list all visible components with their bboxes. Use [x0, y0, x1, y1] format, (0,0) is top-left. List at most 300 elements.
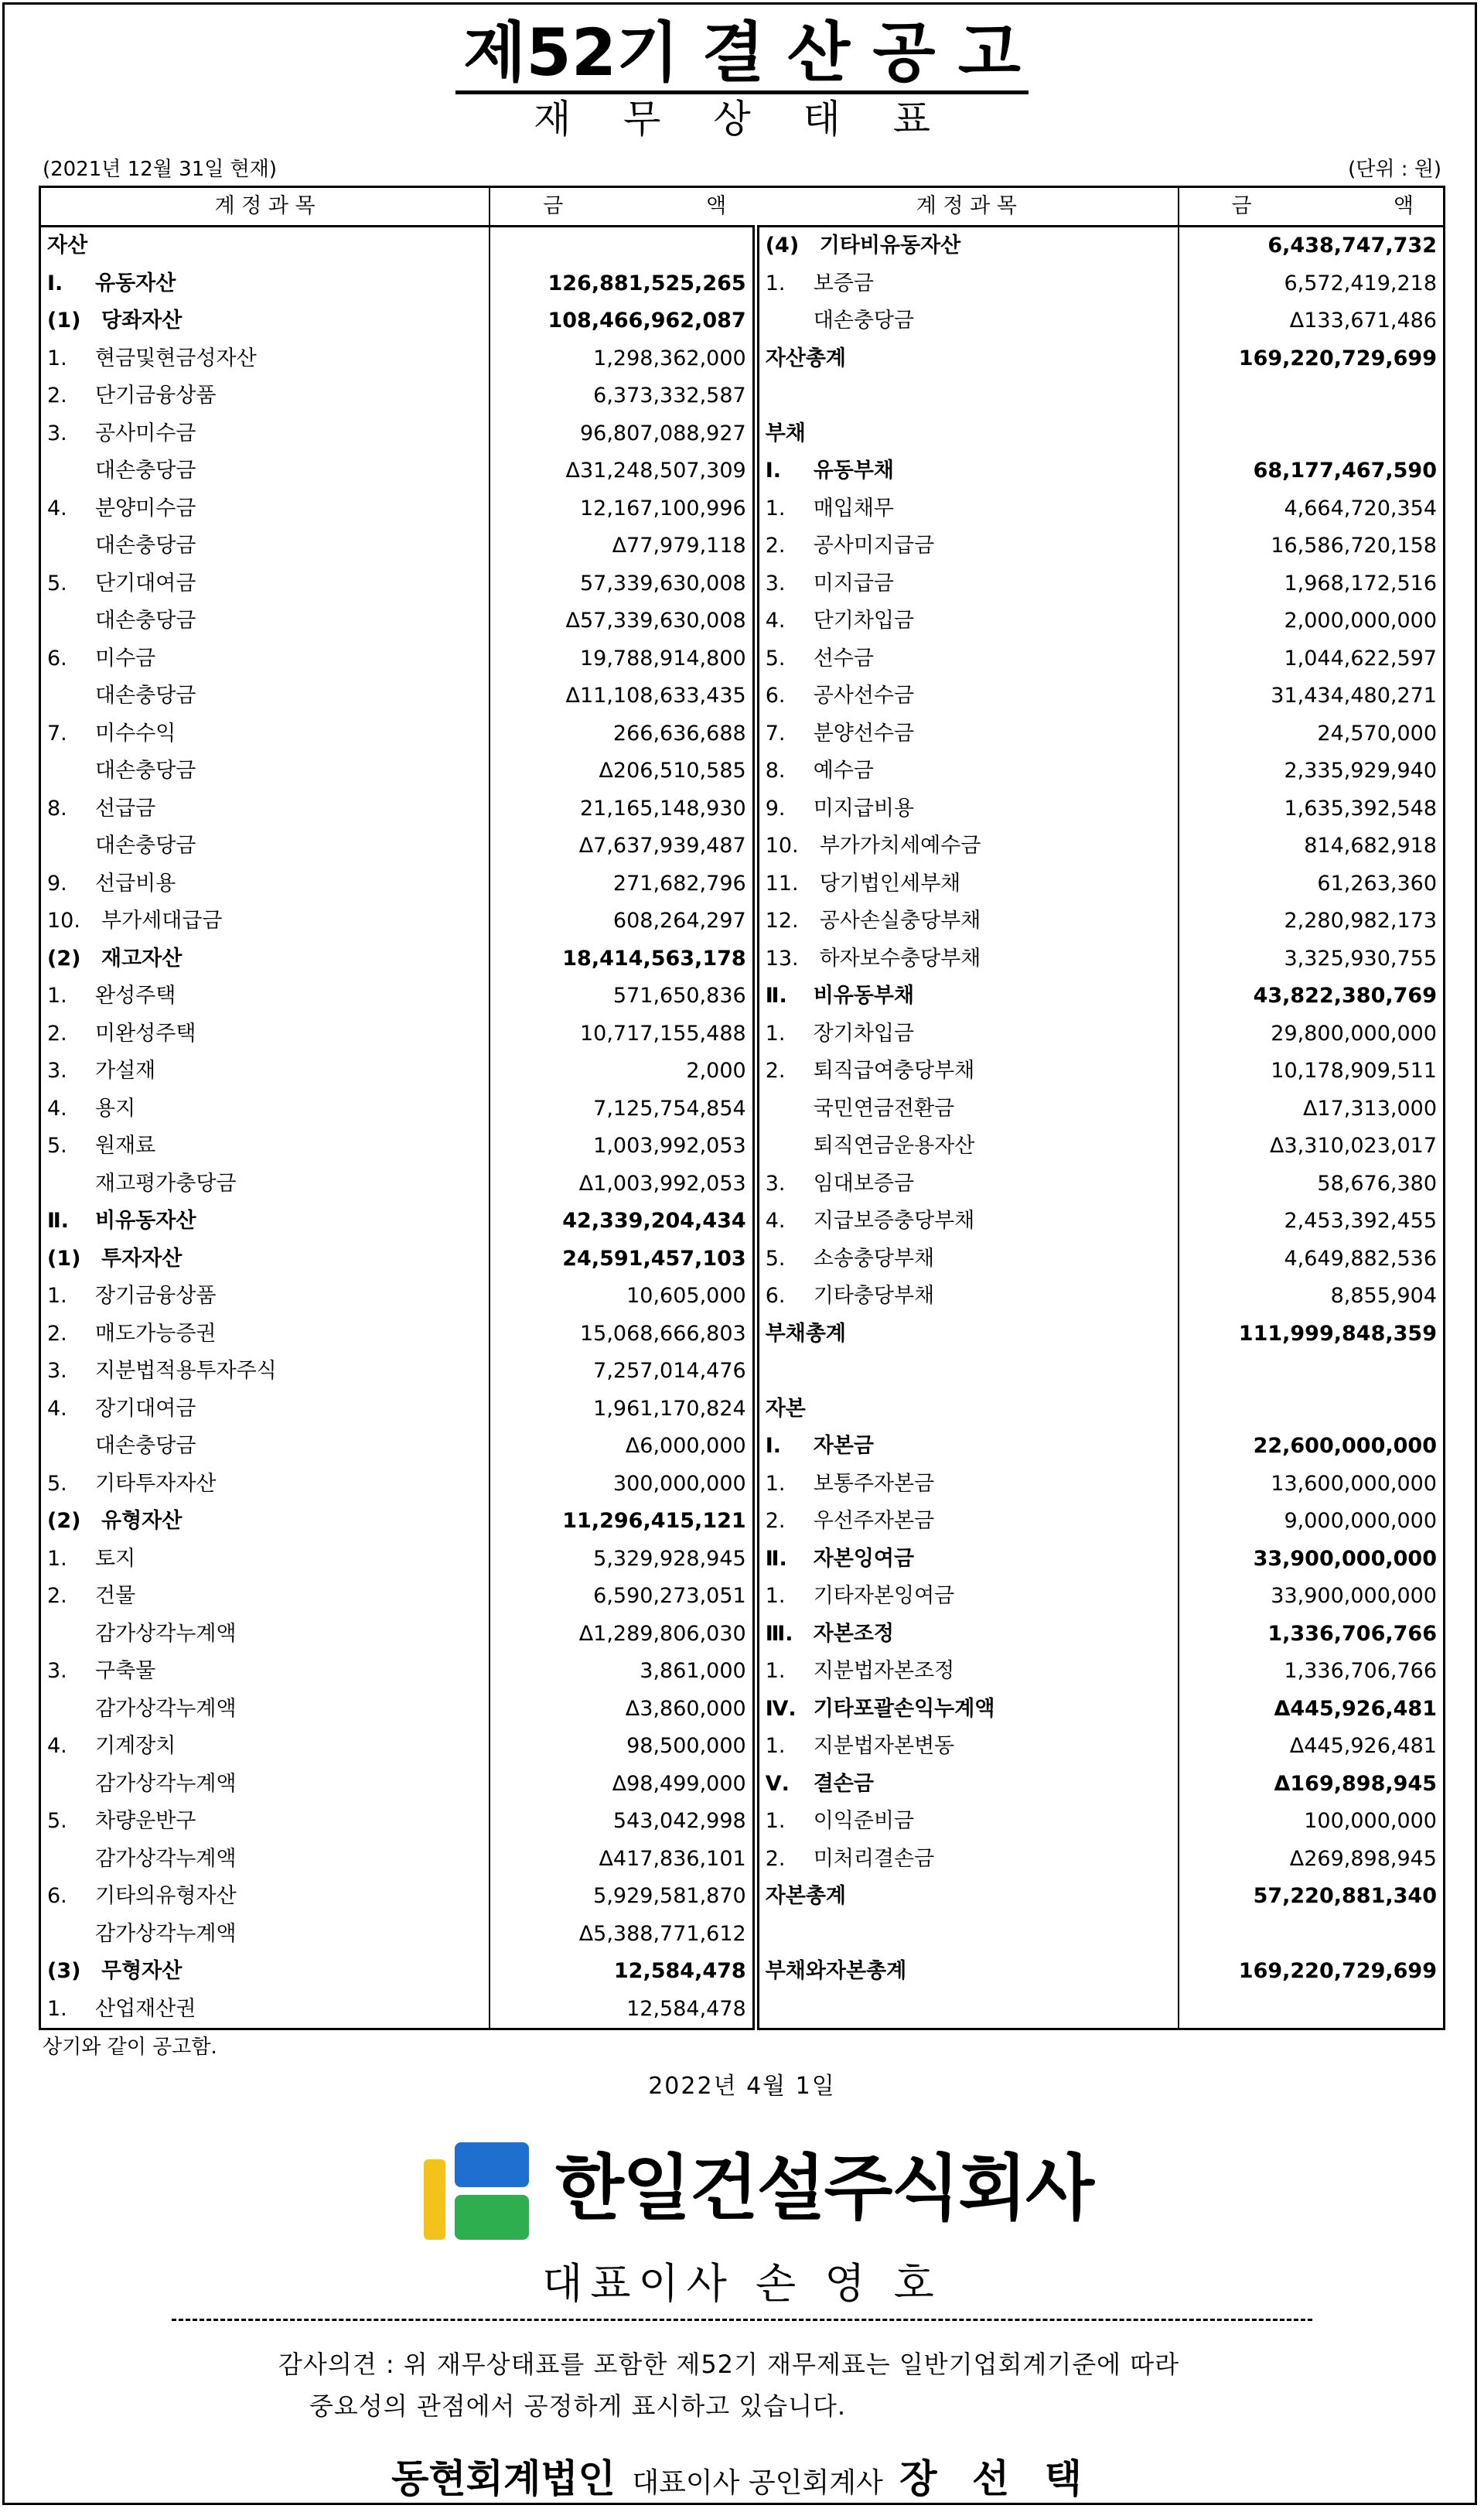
- right-account-name: [756, 1203, 1178, 1241]
- left-amount: 18,414,563,178: [490, 940, 756, 978]
- auditor-signature: [0, 2448, 1484, 2503]
- right-account-prefix: 11.: [765, 871, 799, 896]
- left-account-name: [40, 565, 490, 603]
- right-account-prefix: 9.: [765, 796, 786, 821]
- left-amount: 12,167,100,996: [490, 490, 756, 528]
- left-amount: 3,861,000: [490, 1653, 756, 1691]
- left-amount: 271,682,796: [490, 865, 756, 903]
- left-account-prefix: 3.: [47, 1059, 67, 1084]
- left-account-label: 단기대여금: [95, 571, 196, 596]
- right-account-name: [756, 1053, 1178, 1090]
- right-account-label: 지급보증충당부채: [813, 1209, 975, 1234]
- right-amount: 8,855,904: [1330, 1284, 1437, 1309]
- table-row: [40, 1128, 1445, 1166]
- left-account-label: 기타투자자산: [95, 1471, 217, 1496]
- left-account-label: 선급금: [95, 796, 156, 821]
- right-account-name: [756, 1841, 1178, 1879]
- right-account-label: 장기차입금: [813, 1021, 915, 1046]
- right-amount: Δ445,926,481: [1289, 1734, 1437, 1759]
- left-account-name: [40, 1541, 490, 1579]
- left-account-name: [40, 1316, 490, 1353]
- table-row: [40, 1353, 1445, 1391]
- right-amount: 43,822,380,769: [1253, 984, 1437, 1009]
- left-account-name: [40, 1128, 490, 1166]
- audit-opinion-line-2: 중요성의 관점에서 공정하게 표시하고 있습니다.: [309, 2391, 847, 2421]
- left-amount: 57,339,630,008: [490, 565, 756, 603]
- left-account-label: 매도가능증권: [95, 1321, 217, 1346]
- left-amount: 12,584,478: [490, 1953, 756, 1991]
- right-account-prefix: 7.: [765, 721, 786, 746]
- left-amount: 1,003,992,053: [490, 1128, 756, 1166]
- left-account-label: 기타의유형자산: [95, 1884, 237, 1909]
- left-account-label: 자산: [47, 234, 88, 258]
- left-account-label: 대손충당금: [95, 759, 196, 783]
- left-account-label: 산업재산권: [95, 1996, 196, 2021]
- right-account-prefix: Ⅱ.: [765, 984, 787, 1009]
- left-amount: 10,717,155,488: [490, 1015, 756, 1053]
- left-account-prefix: (2): [47, 946, 81, 971]
- left-account-name: [40, 340, 490, 378]
- left-amount: 266,636,688: [490, 715, 756, 753]
- right-amount: 16,586,720,158: [1271, 534, 1437, 558]
- auditor-firm: 동현회계법인: [391, 2456, 616, 2501]
- right-account-prefix: 1.: [765, 1809, 786, 1834]
- left-account-name: [40, 828, 490, 865]
- left-account-name: [40, 1878, 490, 1916]
- right-account-name: [756, 1991, 1178, 2029]
- left-amount: [490, 227, 756, 265]
- right-amount: 61,263,360: [1317, 871, 1437, 896]
- left-account-name: [40, 1466, 490, 1503]
- right-account-label: 유동부채: [813, 459, 895, 483]
- left-account-label: 미수수익: [95, 721, 176, 746]
- table-row: [40, 1015, 1445, 1053]
- left-amount: 96,807,088,927: [490, 415, 756, 453]
- right-account-label: 이익준비금: [813, 1809, 915, 1834]
- left-amount: 5,329,928,945: [490, 1541, 756, 1579]
- right-account-label: 공사선수금: [813, 684, 915, 708]
- left-account-name: [40, 302, 490, 340]
- left-account-prefix: 2.: [47, 1021, 67, 1046]
- table-row: [40, 828, 1445, 865]
- left-account-prefix: 7.: [47, 721, 67, 746]
- left-account-name: [40, 527, 490, 565]
- left-account-name: [40, 452, 490, 490]
- right-account-label: 자본: [765, 1396, 806, 1421]
- left-account-name: [40, 377, 490, 415]
- left-account-label: 감가상각누계액: [95, 1771, 237, 1796]
- right-amount: 13,600,000,000: [1271, 1471, 1437, 1496]
- table-row: [40, 1428, 1445, 1466]
- left-account-label: 용지: [95, 1096, 136, 1121]
- left-account-name: [40, 265, 490, 303]
- left-amount: Δ1,003,992,053: [490, 1166, 756, 1203]
- right-account-prefix: 6.: [765, 684, 786, 708]
- right-account-name: [756, 1916, 1178, 1954]
- left-account-label: 현금및현금성자산: [95, 346, 257, 370]
- left-account-prefix: 2.: [47, 1321, 67, 1346]
- left-amount: 24,591,457,103: [490, 1241, 756, 1278]
- right-account-name: [756, 1353, 1178, 1391]
- left-account-label: 구축물: [95, 1659, 156, 1684]
- left-account-label: 장기금융상품: [95, 1284, 217, 1309]
- left-amount: 5,929,581,870: [490, 1878, 756, 1916]
- left-account-prefix: 9.: [47, 871, 67, 896]
- left-account-name: [40, 1766, 490, 1804]
- left-account-name: [40, 1428, 490, 1466]
- left-amount: Δ3,860,000: [490, 1691, 756, 1729]
- representative-name: 대표이사 손 영 호: [542, 2259, 942, 2308]
- left-account-name: [40, 753, 490, 790]
- right-account-label: 대손충당금: [813, 309, 915, 333]
- right-account-label: 비유동부채: [813, 984, 915, 1009]
- right-account-name: [756, 1128, 1178, 1166]
- right-amount: 29,800,000,000: [1271, 1021, 1437, 1046]
- right-account-name: [756, 452, 1178, 490]
- left-account-name: [40, 1166, 490, 1203]
- right-amount: 10,178,909,511: [1271, 1059, 1437, 1084]
- right-account-label: 선수금: [813, 646, 874, 671]
- right-account-label: 퇴직급여충당부채: [813, 1059, 975, 1084]
- left-account-label: 당좌자산: [101, 309, 183, 333]
- table-row: [40, 1541, 1445, 1579]
- left-account-label: 감가상각누계액: [95, 1696, 237, 1721]
- left-account-label: 재고평가충당금: [95, 1171, 237, 1196]
- right-account-prefix: 1.: [765, 1659, 786, 1684]
- left-account-label: 완성주택: [95, 984, 176, 1009]
- right-amount: [1179, 415, 1445, 453]
- table-row: [40, 865, 1445, 903]
- right-account-prefix: Ⅴ.: [765, 1771, 790, 1796]
- right-amount: Δ133,671,486: [1289, 309, 1437, 333]
- right-amount: 169,220,729,699: [1238, 1959, 1437, 1984]
- left-amount: Δ98,499,000: [490, 1766, 756, 1804]
- right-account-prefix: 2.: [765, 1509, 786, 1534]
- left-amount: 11,296,415,121: [490, 1503, 756, 1541]
- right-amount: 1,336,706,766: [1284, 1659, 1437, 1684]
- table-row: [40, 1991, 1445, 2029]
- right-account-name: [756, 565, 1178, 603]
- right-amount: Δ269,898,945: [1289, 1846, 1437, 1871]
- right-account-label: 예수금: [813, 759, 874, 783]
- table-row: [40, 1166, 1445, 1203]
- left-account-label: 장기대여금: [95, 1396, 196, 1421]
- right-account-name: [756, 1691, 1178, 1729]
- left-account-label: 미완성주택: [95, 1021, 196, 1046]
- table-row: [40, 1053, 1445, 1090]
- left-account-name: [40, 1803, 490, 1841]
- right-amount: 2,000,000,000: [1284, 609, 1437, 633]
- left-account-name: [40, 1241, 490, 1278]
- left-account-name: [40, 227, 490, 265]
- right-account-name: [756, 640, 1178, 678]
- table-row: [40, 1691, 1445, 1729]
- dashed-divider: [172, 2319, 1312, 2321]
- left-account-name: [40, 1203, 490, 1241]
- left-amount: 6,373,332,587: [490, 377, 756, 415]
- right-account-label: 미지급금: [813, 571, 895, 596]
- left-amount: 1,298,362,000: [490, 340, 756, 378]
- right-account-label: 소송충당부채: [813, 1246, 935, 1271]
- left-account-name: [40, 1916, 490, 1954]
- left-account-prefix: 10.: [47, 909, 80, 933]
- right-account-name: [756, 753, 1178, 790]
- right-amount: 24,570,000: [1317, 721, 1437, 746]
- header-amount-right: 금 액: [1179, 187, 1445, 227]
- table-row: [40, 602, 1445, 640]
- right-account-name: [756, 1391, 1178, 1428]
- right-account-prefix: 1.: [765, 271, 786, 295]
- left-account-prefix: 4.: [47, 496, 67, 520]
- left-account-name: [40, 602, 490, 640]
- left-amount: Δ57,339,630,008: [490, 602, 756, 640]
- left-account-label: 무형자산: [101, 1959, 183, 1984]
- left-account-label: 감가상각누계액: [95, 1921, 237, 1946]
- table-row: [40, 377, 1445, 415]
- left-account-name: [40, 978, 490, 1015]
- table-row: [40, 1916, 1445, 1954]
- right-account-name: [756, 1466, 1178, 1503]
- left-account-label: 분양미수금: [95, 496, 196, 520]
- left-account-name: [40, 1691, 490, 1729]
- right-account-prefix: (4): [765, 234, 800, 258]
- left-account-prefix: 4.: [47, 1396, 67, 1421]
- right-account-name: [756, 1803, 1178, 1841]
- table-row: [40, 1278, 1445, 1316]
- right-account-name: [756, 1241, 1178, 1278]
- right-account-label: 우선주자본금: [813, 1509, 935, 1534]
- right-account-prefix: 2.: [765, 1846, 786, 1871]
- right-account-name: [756, 1503, 1178, 1541]
- left-amount: 10,605,000: [490, 1278, 756, 1316]
- right-account-name: [756, 677, 1178, 715]
- left-account-name: [40, 1353, 490, 1391]
- table-row: [40, 1766, 1445, 1804]
- left-account-name: [40, 1278, 490, 1316]
- left-account-label: 유동자산: [95, 271, 176, 295]
- table-row: [40, 790, 1445, 828]
- table-row: [40, 1203, 1445, 1241]
- right-amount: Δ17,313,000: [1302, 1096, 1437, 1121]
- right-account-label: 임대보증금: [813, 1171, 915, 1196]
- right-amount: 169,220,729,699: [1238, 346, 1437, 370]
- table-row: [40, 1316, 1445, 1353]
- right-account-name: [756, 1728, 1178, 1766]
- left-account-name: [40, 1090, 490, 1128]
- left-account-name: [40, 640, 490, 678]
- left-amount: 6,590,273,051: [490, 1578, 756, 1616]
- right-account-name: [756, 265, 1178, 303]
- table-row: [40, 1090, 1445, 1128]
- right-account-name: [756, 1616, 1178, 1654]
- table-row: [40, 903, 1445, 940]
- right-account-name: [756, 903, 1178, 940]
- right-amount: [1179, 1991, 1445, 2029]
- right-amount: 1,635,392,548: [1284, 796, 1437, 821]
- left-amount: 21,165,148,930: [490, 790, 756, 828]
- right-amount: 68,177,467,590: [1253, 459, 1437, 483]
- company-name: 한일건설주식회사: [555, 2147, 1093, 2230]
- right-account-prefix: 4.: [765, 1209, 786, 1234]
- right-amount: 2,453,392,455: [1284, 1209, 1437, 1234]
- right-account-name: [756, 602, 1178, 640]
- right-account-label: 단기차입금: [813, 609, 915, 633]
- left-amount: Δ7,637,939,487: [490, 828, 756, 865]
- right-account-name: [756, 415, 1178, 453]
- left-account-label: 감가상각누계액: [95, 1846, 237, 1871]
- right-amount: 6,438,747,732: [1267, 234, 1437, 258]
- right-account-label: 당기법인세부채: [819, 871, 961, 896]
- right-account-prefix: 10.: [765, 834, 799, 858]
- table-row: [40, 490, 1445, 528]
- right-account-label: 자본잉여금: [813, 1546, 915, 1571]
- right-account-name: [756, 715, 1178, 753]
- left-amount: 15,068,666,803: [490, 1316, 756, 1353]
- table-row: [40, 415, 1445, 453]
- left-account-label: 차량운반구: [95, 1809, 196, 1834]
- right-account-name: [756, 1953, 1178, 1991]
- left-amount: Δ5,388,771,612: [490, 1916, 756, 1954]
- header-account-right: 계 정 과 목: [756, 187, 1178, 227]
- table-row: [40, 640, 1445, 678]
- left-amount: 98,500,000: [490, 1728, 756, 1766]
- right-account-prefix: 3.: [765, 571, 786, 596]
- left-account-name: [40, 1391, 490, 1428]
- left-account-name: [40, 1015, 490, 1053]
- right-amount: 100,000,000: [1304, 1809, 1437, 1834]
- table-row: [40, 1391, 1445, 1428]
- left-account-label: 건물: [95, 1584, 136, 1609]
- right-amount: 4,649,882,536: [1284, 1246, 1437, 1271]
- as-of-date: (2021년 12월 31일 현재): [43, 158, 277, 181]
- table-row: [40, 452, 1445, 490]
- left-account-prefix: 1.: [47, 984, 67, 1009]
- right-account-prefix: 12.: [765, 909, 799, 933]
- right-account-label: 기타포괄손익누계액: [813, 1696, 995, 1721]
- right-account-label: 부채와자본총계: [765, 1959, 907, 1984]
- table-row: [40, 227, 1445, 265]
- left-account-name: [40, 790, 490, 828]
- right-amount: 4,664,720,354: [1284, 496, 1437, 520]
- right-amount: 814,682,918: [1304, 834, 1437, 858]
- right-account-prefix: 13.: [765, 946, 799, 971]
- left-account-label: 비유동자산: [95, 1209, 196, 1234]
- right-account-name: [756, 1541, 1178, 1579]
- table-row: [40, 715, 1445, 753]
- left-account-name: [40, 677, 490, 715]
- right-account-name: [756, 865, 1178, 903]
- right-account-label: 자본금: [813, 1434, 874, 1459]
- table-row: [40, 1616, 1445, 1654]
- left-account-name: [40, 1503, 490, 1541]
- left-account-label: 단기금융상품: [95, 384, 217, 408]
- table-row: [40, 940, 1445, 978]
- right-amount: 1,336,706,766: [1267, 1621, 1437, 1646]
- left-account-label: 가설재: [95, 1059, 156, 1084]
- right-account-name: [756, 490, 1178, 528]
- right-account-prefix: 3.: [765, 1171, 786, 1196]
- left-account-label: 대손충당금: [95, 684, 196, 708]
- left-account-prefix: 3.: [47, 421, 67, 445]
- auditor-name: 장 선 택: [899, 2456, 1093, 2501]
- left-account-name: [40, 1578, 490, 1616]
- right-account-name: [756, 302, 1178, 340]
- right-account-name: [756, 1766, 1178, 1804]
- left-account-prefix: (3): [47, 1959, 81, 1984]
- right-amount: Δ445,926,481: [1274, 1696, 1437, 1721]
- left-account-label: 재고자산: [101, 946, 183, 971]
- left-account-name: [40, 865, 490, 903]
- right-account-prefix: 5.: [765, 646, 786, 671]
- table-row: [40, 302, 1445, 340]
- right-account-name: [756, 227, 1178, 265]
- left-account-name: [40, 1728, 490, 1766]
- left-account-prefix: Ⅱ.: [47, 1209, 70, 1234]
- table-row: [40, 753, 1445, 790]
- left-amount: 1,961,170,824: [490, 1391, 756, 1428]
- left-amount: Δ1,289,806,030: [490, 1616, 756, 1654]
- left-account-prefix: (2): [47, 1509, 81, 1534]
- right-account-label: 결손금: [813, 1771, 874, 1796]
- right-account-label: 부가가치세예수금: [819, 834, 981, 858]
- right-account-prefix: 1.: [765, 496, 786, 520]
- right-account-name: [756, 1316, 1178, 1353]
- table-row: [40, 265, 1445, 303]
- right-account-name: [756, 1878, 1178, 1916]
- left-account-prefix: 3.: [47, 1359, 67, 1384]
- left-account-label: 대손충당금: [95, 534, 196, 558]
- left-account-name: [40, 1053, 490, 1090]
- right-account-prefix: 1.: [765, 1021, 786, 1046]
- right-amount: 6,572,419,218: [1284, 271, 1437, 295]
- left-account-prefix: 6.: [47, 1884, 67, 1909]
- left-account-label: 미수금: [95, 646, 156, 671]
- left-account-prefix: 1.: [47, 1546, 67, 1571]
- table-row: [40, 565, 1445, 603]
- left-account-prefix: (1): [47, 309, 81, 333]
- right-account-name: [756, 1015, 1178, 1053]
- right-account-label: 공사손실충당부채: [819, 909, 981, 933]
- left-account-name: [40, 490, 490, 528]
- unit-note: (단위 : 원): [1348, 158, 1441, 181]
- notice-title: 제52기 결 산 공 고: [0, 15, 1484, 90]
- left-account-prefix: 1.: [47, 346, 67, 370]
- right-account-name: [756, 1578, 1178, 1616]
- right-amount: 33,900,000,000: [1253, 1546, 1437, 1571]
- right-account-prefix: 1.: [765, 1734, 786, 1759]
- right-account-prefix: Ⅱ.: [765, 1546, 787, 1571]
- table-row: [40, 340, 1445, 378]
- right-account-name: [756, 340, 1178, 378]
- left-account-label: 토지: [95, 1546, 136, 1571]
- right-amount: [1179, 377, 1445, 415]
- left-account-name: [40, 715, 490, 753]
- table-row: [40, 527, 1445, 565]
- right-account-prefix: Ⅰ.: [765, 1434, 781, 1459]
- right-amount: 9,000,000,000: [1284, 1509, 1437, 1534]
- right-account-label: 부채: [765, 421, 806, 445]
- left-amount: Δ6,000,000: [490, 1428, 756, 1466]
- left-account-prefix: 5.: [47, 1471, 67, 1496]
- right-account-label: 퇴직연금운용자산: [813, 1134, 975, 1159]
- left-account-name: [40, 1653, 490, 1691]
- right-amount: 22,600,000,000: [1253, 1434, 1437, 1459]
- left-account-label: 대손충당금: [95, 1434, 196, 1459]
- right-account-label: 기타충당부채: [813, 1284, 935, 1309]
- left-amount: 608,264,297: [490, 903, 756, 940]
- right-account-prefix: 8.: [765, 759, 786, 783]
- left-amount: 7,125,754,854: [490, 1090, 756, 1128]
